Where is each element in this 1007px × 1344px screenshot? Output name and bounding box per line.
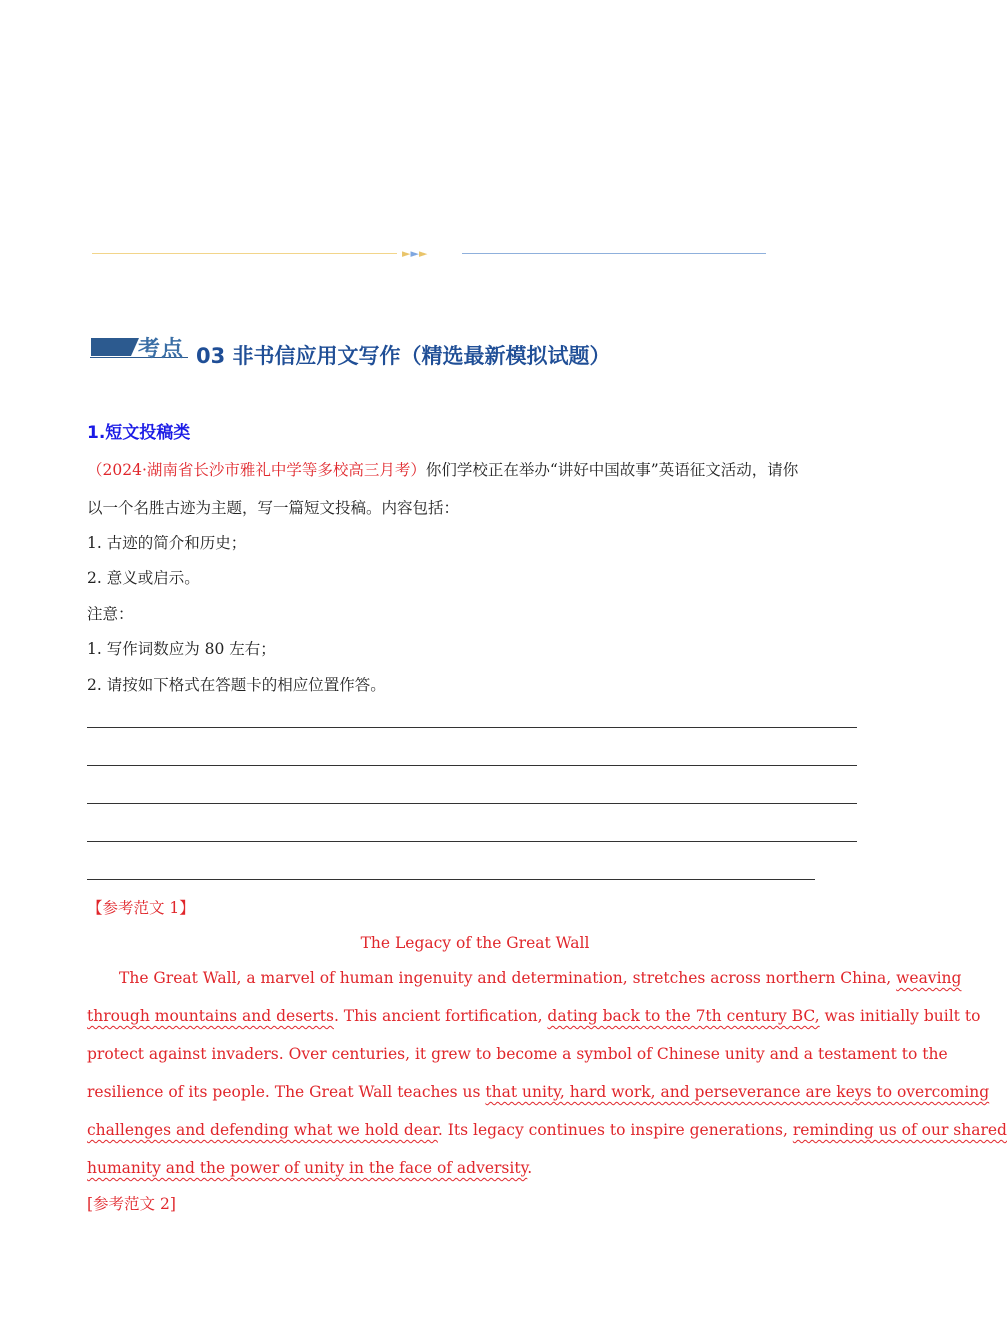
answer-line: [87, 841, 857, 842]
note-1: 1. 写作词数应为 80 左右；: [87, 640, 276, 658]
note-2: 2. 请按如下格式在答题卡的相应位置作答。: [87, 676, 386, 694]
question-intro-1: 你们学校正在举办“讲好中国故事”英语征文活动，请你: [425, 461, 799, 479]
essay-line-4: resilience of its people. The Great Wall teaches us that unity, hard work, and perseverance are keys to overcoming: [87, 1083, 990, 1101]
answer-line: [87, 727, 857, 728]
essay-line-3: protect against invaders. Over centuries, it grew to become a symbol of Chinese unity and a testament to the: [87, 1045, 948, 1063]
essay-line-1: The Great Wall, a marvel of human ingenuity and determination, stretches across northern China, weaving: [119, 969, 962, 987]
decorative-divider: [92, 246, 766, 262]
essay-line-6: humanity and the power of unity in the face of adversity.: [87, 1159, 533, 1177]
section-badge-label: 考点: [138, 337, 185, 362]
divider-line-right: [462, 253, 766, 254]
question-intro-2: 以一个名胜古迹为主题，写一篇短文投稿。内容包括：: [87, 499, 460, 517]
question-source: （2024·湖南省长沙市雅礼中学等多校高三月考）: [87, 461, 426, 479]
question-line-1: [87, 459, 798, 481]
note-label: 注意：: [87, 605, 134, 623]
section-title: 03 非书信应用文写作（精选最新模拟试题）: [196, 344, 611, 368]
content-point-2: 2. 意义或启示。: [87, 569, 200, 587]
sample-2-label: [参考范文 2]: [87, 1195, 176, 1213]
sample-1-body: [87, 959, 1007, 1187]
content-point-1: 1. 古迹的简介和历史；: [87, 534, 247, 552]
category-heading: 1.短文投稿类: [87, 423, 191, 443]
essay-line-2: through mountains and deserts. This ancient fortification, dating back to the 7th century BC, was initially built to: [87, 1007, 981, 1025]
answer-line: [87, 765, 857, 766]
section-badge: [90, 334, 190, 362]
sample-1-label: 【参考范文 1】: [87, 899, 195, 917]
sample-1-title: The Legacy of the Great Wall: [360, 934, 590, 952]
section-heading: [90, 334, 890, 370]
answer-line: [87, 803, 857, 804]
essay-line-5: challenges and defending what we hold dear. Its legacy continues to inspire generations, reminding us of our shared: [87, 1121, 1007, 1139]
divider-line-left: [92, 253, 397, 254]
answer-line: [87, 879, 815, 880]
arrow-icon: ►►►: [402, 247, 428, 260]
